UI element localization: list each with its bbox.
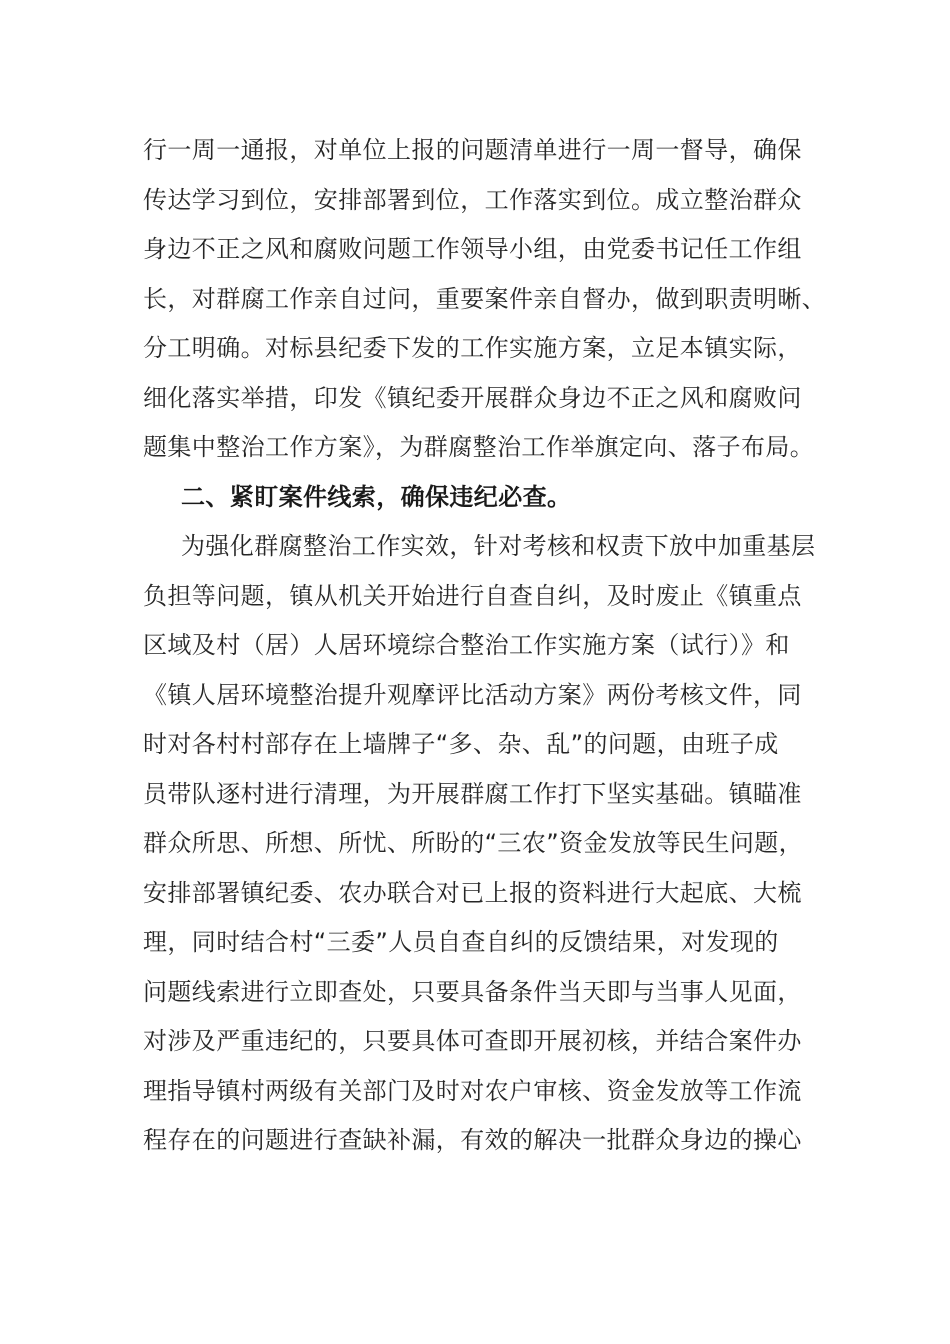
document-body: [143, 126, 827, 1166]
text-line: 程存在的问题进行查缺补漏，有效的解决一批群众身边的操心: [143, 1126, 802, 1154]
section-heading: [143, 473, 807, 523]
text-line: 长，对群腐工作亲自过问，重要案件亲自督办，做到职责明晰、: [143, 284, 827, 313]
text-line: 对涉及严重违纪的，只要具体可查即开展初核，并结合案件办: [143, 1027, 802, 1055]
text-line: 行一周一通报，对单位上报的问题清单进行一周一督导，确保: [143, 136, 802, 164]
text-line: 安排部署镇纪委、农办联合对已上报的资料进行大起底、大梳: [143, 878, 802, 907]
heading-text: 二、紧盯案件线索，确保违纪必查。: [181, 482, 572, 511]
text-line: 身边不正之风和腐败问题工作领导小组，由党委书记任工作组: [143, 235, 802, 263]
text-line: 题集中整治工作方案》，为群腐整治工作举旗定向、落子布局。: [143, 433, 815, 461]
text-line: 《镇人居环境整治提升观摩评比活动方案》两份考核文件，同: [143, 680, 802, 709]
text-line: 为强化群腐整治工作实效，针对考核和权责下放中加重基层: [181, 532, 816, 560]
text-line: 分工明确。对标县纪委下发的工作实施方案，立足本镇实际，: [143, 334, 802, 362]
text-line: 传达学习到位，安排部署到位，工作落实到位。成立整治群众: [143, 185, 802, 214]
text-line: 理，同时结合村“三委”人员自查自纠的反馈结果，对发现的: [143, 928, 779, 956]
text-line: 时对各村村部存在上墙牌子“多、杂、乱”的问题，由班子成: [143, 730, 779, 758]
text-line: 细化落实举措，印发《镇纪委开展群众身边不正之风和腐败问: [143, 383, 802, 412]
text-line: 群众所思、所想、所忧、所盼的“三农”资金发放等民生问题，: [143, 829, 804, 857]
text-line: 员带队逐村进行清理，为开展群腐工作打下坚实基础。镇瞄准: [143, 779, 802, 808]
paragraph: [143, 522, 816, 1166]
paragraph: [143, 126, 827, 473]
text-line: 负担等问题，镇从机关开始进行自查自纠，及时废止《镇重点: [143, 581, 802, 610]
text-line: 问题线索进行立即查处，只要具备条件当天即与当事人见面，: [143, 977, 802, 1006]
text-line: 理指导镇村两级有关部门及时对农户审核、资金发放等工作流: [143, 1076, 802, 1105]
text-line: 区域及村（居）人居环境综合整治工作实施方案（试行）》和: [143, 631, 790, 659]
